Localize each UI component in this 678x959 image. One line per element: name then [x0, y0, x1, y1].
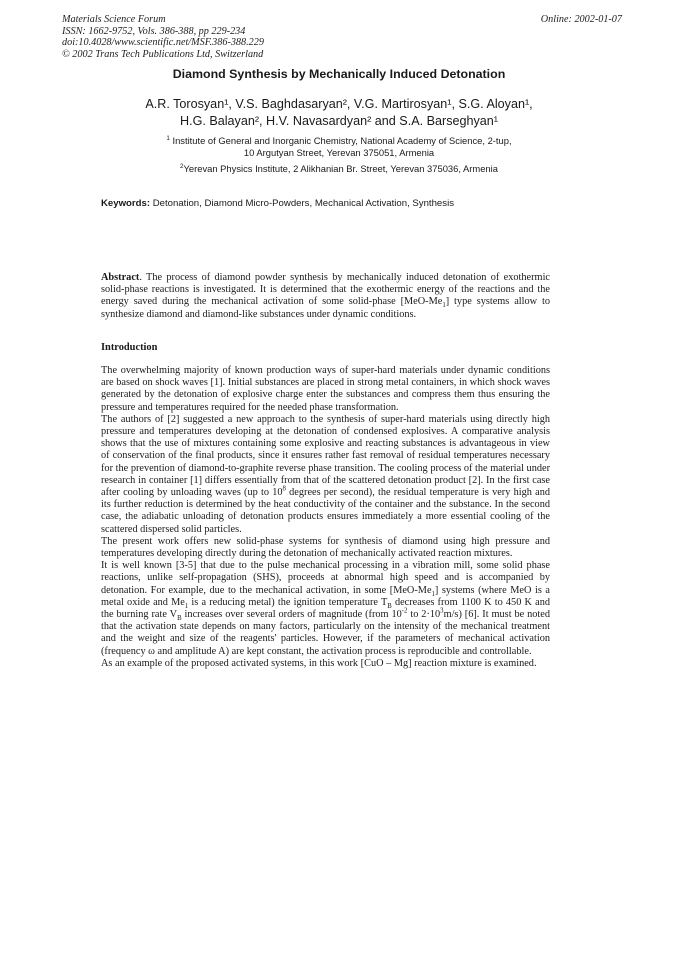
intro-p4-text-d: decreases from 1100 K to 450 K and the burning rate V [101, 596, 550, 621]
intro-p4-text-c: is a reducing metal) the ignition temperature T [188, 596, 388, 608]
intro-p4-sup-1: -2 [401, 607, 408, 615]
keywords-label: Keywords: [101, 198, 151, 209]
journal-name: Materials Science Forum [62, 14, 166, 25]
section-heading-introduction: Introduction [101, 342, 158, 353]
doi-line: doi:10.4028/www.scientific.net/MSF.386-388.229 [62, 37, 264, 48]
affiliation-1-line-1: Institute of General and Inorganic Chemistry, National Academy of Science, 2-tup, [172, 135, 512, 146]
intro-p4-sub-1: 1 [431, 590, 435, 598]
affiliation-2 [0, 163, 678, 175]
intro-p4-sup-2: 3 [440, 607, 444, 615]
journal-header [62, 14, 622, 60]
introduction-body [101, 365, 550, 670]
paper-title: Diamond Synthesis by Mechanically Induced Detonation [172, 67, 506, 81]
affiliation-2-text: Yerevan Physics Institute, 2 Alikhanian Br. Street, Yerevan 375036, Armenia [183, 163, 498, 174]
online-date: Online: 2002-01-07 [540, 14, 622, 25]
authors-line-1: A.R. Torosyan¹, V.S. Baghdasaryan², V.G. Martirosyan¹, S.G. Aloyan¹, [145, 97, 533, 111]
intro-paragraph-2 [101, 414, 550, 536]
affiliation-1-number: 1 [166, 134, 170, 142]
intro-p4-sub-4: B [177, 615, 182, 623]
intro-p4-text-b: ] systems (where MeO is a metal oxide and Me [101, 584, 550, 608]
intro-paragraph-5: As an example of the proposed activated systems, in this work [CuO – Mg] reaction mixture is examined. [101, 657, 537, 669]
author-list [0, 96, 678, 130]
abstract-text-1: . The process of diamond powder synthesis by mechanically induced detonation of exothermic solid-phase reactions is investigated. It is determined that the exothermic energy of the reactions and the energy saved during the mechanical activation of some solid-phase [MeO-Me [101, 272, 550, 308]
intro-p4-text-e: increases over several orders of magnitude (from 10 [181, 609, 402, 621]
intro-p2-text-a: The authors of [2] suggested a new approach to the synthesis of super-hard materials using directly high pressure and temperatures developing at the detonation of condensed explosives. A comparative analysis shows that the use of mixtures containing some explosive and reacting substances is advantageous in view of conservation of the final products, since it ensures rather fast removal of residual temperatures necessary for the prevention of diamond-to-graphite reverse phase transition. The cooling process of the material under research in container [1] differs essentially from that of the scattered detonation product [2]. In the first case after cooling by unloading waves (up to 10 [101, 413, 550, 499]
affiliation-1-line-2: 10 Argutyan Street, Yerevan 375051, Armenia [243, 147, 435, 158]
keywords-text: Detonation, Diamond Micro-Powders, Mechanical Activation, Synthesis [152, 198, 454, 209]
intro-p4-text-f: to 2·10 [407, 609, 441, 621]
affiliation-1 [0, 135, 678, 159]
abstract-text-2: ] type systems allow to synthesize diamond and diamond-like substances under dynamic conditions. [101, 296, 550, 320]
keywords [101, 198, 454, 209]
intro-p2-text-b: degrees per second), the residual temperature is very high and its further reduction is determined by the heat conductivity of the container and the substance. In the second case, the adiabatic unloading of detonation products ensures immediately a more essential cooling of the scattered dispersed solid particles. [101, 487, 550, 535]
affiliation-2-number: 2 [180, 162, 184, 170]
copyright-line: © 2002 Trans Tech Publications Ltd, Switzerland [62, 48, 264, 60]
intro-p4-sub-2: 1 [184, 602, 189, 610]
intro-paragraph-3: The present work offers new solid-phase systems for synthesis of diamond using high pressure and temperatures developing directly during the detonation of mechanically activated reaction mixtures. [101, 535, 550, 560]
abstract-label: Abstract [101, 272, 140, 283]
intro-paragraph-1: The overwhelming majority of known production ways of super-hard materials under dynamic conditions are based on shock waves [1]. Initial substances are placed in strong metal containers, in which shock waves generated by the detonation of explosive charge enter the substances and compress them thus ensuring the pressure and temperatures required for the needed phase transformation. [101, 365, 550, 413]
abstract [101, 272, 550, 321]
intro-p4-sub-3: B [387, 602, 392, 610]
abstract-subscript: 1 [442, 302, 446, 310]
intro-p4-text-a: It is well known [3-5] that due to the pulse mechanical processing in a vibration mill, some solid phase reactions, unlike self-propagation (SHS), proceeds at abnormal high speed and is accompanied by detonation. For example, due to the mechanical activation, in some [MeO-Me [101, 560, 550, 596]
issn-line: ISSN: 1662-9752, Vols. 386-388, pp 229-234 [62, 25, 246, 37]
authors-line-2: H.G. Balayan², H.V. Navasardyan² and S.A. Barseghyan¹ [179, 114, 499, 128]
intro-paragraph-4 [101, 560, 550, 658]
intro-p4-text-g: m/s) [6]. It must be noted that the activation state depends on many factors, particularly on the intensity of the mechanical treatment and the weight and size of the reagents' particles. However, if the parameters of mechanical activation (frequency ω and amplitude A) are kept constant, the activation process is reproducible and controllable. [101, 609, 551, 657]
intro-p2-sup: 8 [282, 485, 286, 493]
